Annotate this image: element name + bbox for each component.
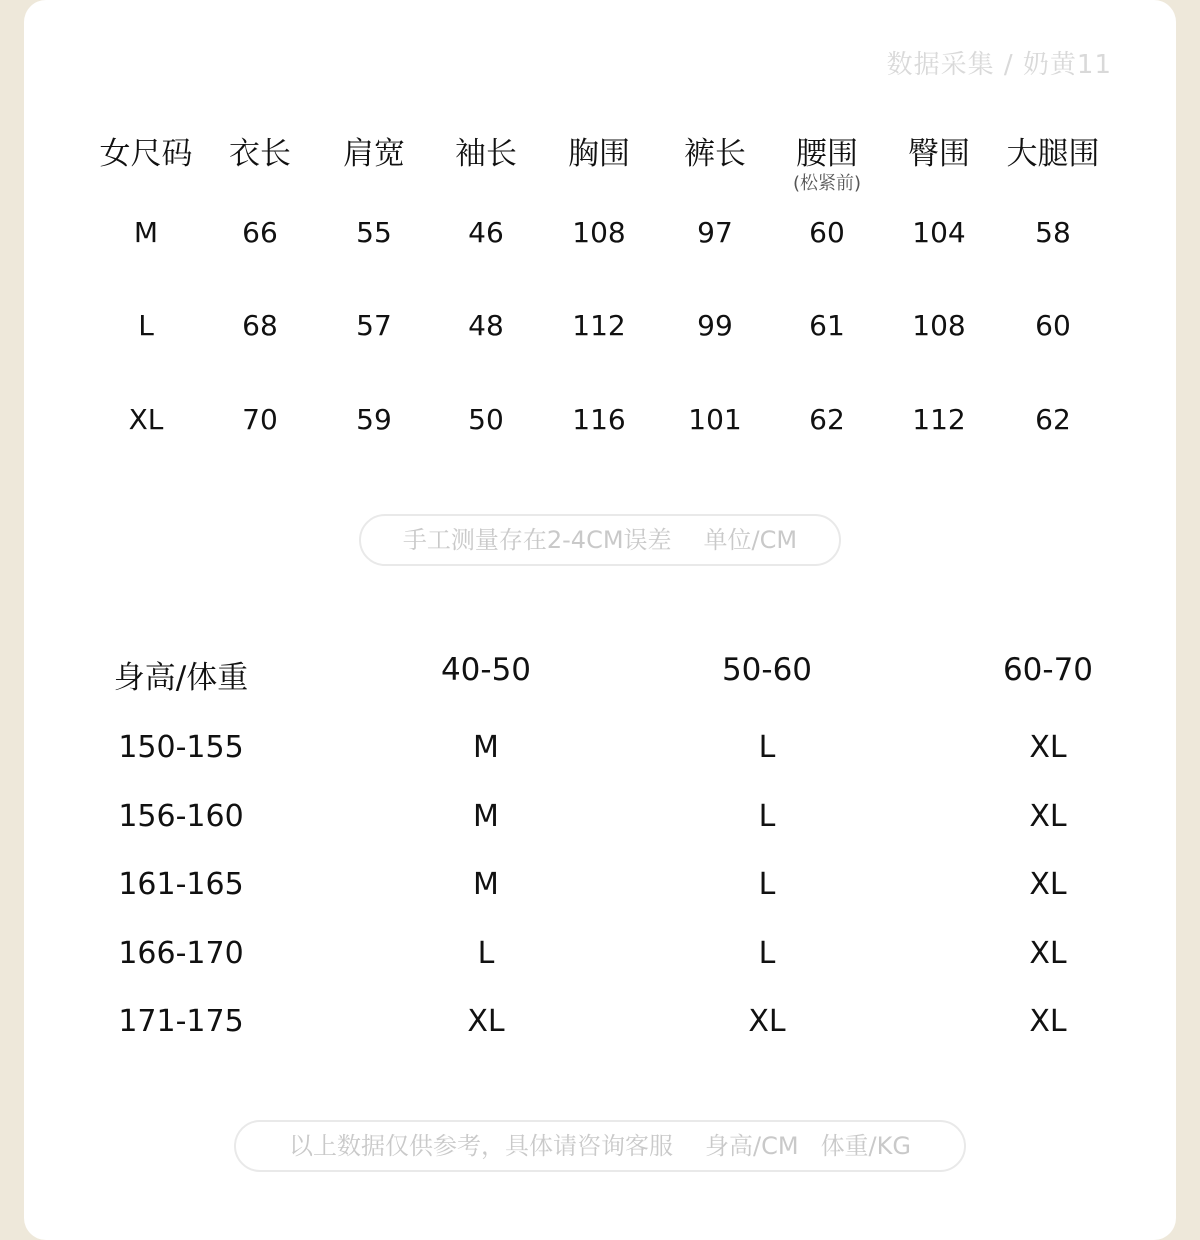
- size-cell: 55: [356, 216, 392, 249]
- rec-size-cell: XL: [1029, 867, 1067, 902]
- size-cell: 97: [697, 216, 733, 249]
- rec-height: 156-160: [118, 799, 244, 834]
- size-cell: 58: [1035, 216, 1071, 249]
- header-hip: 臀围: [908, 136, 970, 172]
- rec-size-cell: L: [758, 730, 776, 765]
- rec-size-cell: XL: [748, 1004, 786, 1039]
- header-shoulder: 肩宽: [343, 136, 405, 172]
- rec-header-40-50: 40-50: [440, 652, 532, 688]
- rec-size-cell: XL: [1029, 936, 1067, 971]
- size-cell: 62: [1035, 403, 1071, 436]
- size-cell: 46: [468, 216, 504, 249]
- rec-size-cell: M: [473, 730, 499, 765]
- size-cell: 70: [242, 403, 278, 436]
- reference-note: [234, 1120, 966, 1172]
- rec-size-cell: XL: [1029, 730, 1067, 765]
- rec-size-cell: XL: [1029, 799, 1067, 834]
- rec-size-cell: XL: [1029, 1004, 1067, 1039]
- size-cell: XL: [128, 403, 164, 436]
- measurement-note: [359, 514, 841, 566]
- size-cell: 48: [468, 309, 504, 342]
- size-cell: M: [133, 216, 159, 249]
- size-cell: L: [138, 309, 154, 342]
- size-cell: 60: [809, 216, 845, 249]
- measurement-unit-text: 单位/CM: [703, 526, 798, 554]
- size-cell: 62: [809, 403, 845, 436]
- header-length: 衣长: [229, 136, 291, 172]
- size-chart: [24, 0, 1176, 460]
- size-cell: 50: [468, 403, 504, 436]
- size-cell: 112: [572, 309, 626, 342]
- header-sleeve: 袖长: [455, 136, 517, 172]
- size-cell: 101: [688, 403, 742, 436]
- rec-height: 171-175: [118, 1004, 244, 1039]
- rec-header-60-70: 60-70: [1002, 652, 1094, 688]
- size-cell: 61: [809, 309, 845, 342]
- measurement-error-text: 手工测量存在2-4CM误差: [402, 526, 672, 554]
- size-cell: 60: [1035, 309, 1071, 342]
- reference-text: 以上数据仅供参考，具体请咨询客服: [289, 1132, 673, 1160]
- height-unit-text: 身高/CM: [705, 1132, 799, 1160]
- weight-unit-text: 体重/KG: [820, 1132, 911, 1160]
- header-chest: 胸围: [568, 136, 630, 172]
- size-cell: 59: [356, 403, 392, 436]
- size-cell: 57: [356, 309, 392, 342]
- rec-height: 166-170: [118, 936, 244, 971]
- rec-height: 161-165: [118, 867, 244, 902]
- header-waist: 腰围: [796, 136, 858, 172]
- size-cell: 99: [697, 309, 733, 342]
- source-label: 数据采集 / 奶黄11: [886, 50, 1112, 80]
- size-cell: 66: [242, 216, 278, 249]
- rec-header-50-60: 50-60: [721, 652, 813, 688]
- rec-size-cell: L: [758, 936, 776, 971]
- rec-height: 150-155: [118, 730, 244, 765]
- header-size: 女尺码: [99, 136, 193, 172]
- size-cell: 116: [572, 403, 626, 436]
- rec-size-cell: M: [473, 799, 499, 834]
- rec-size-cell: L: [477, 936, 495, 971]
- rec-size-cell: L: [758, 799, 776, 834]
- size-cell: 108: [572, 216, 626, 249]
- size-cell: 68: [242, 309, 278, 342]
- rec-header-height-weight: 身高/体重: [113, 660, 249, 696]
- header-thigh: 大腿围: [1006, 136, 1100, 172]
- rec-size-cell: L: [758, 867, 776, 902]
- rec-size-cell: M: [473, 867, 499, 902]
- size-info-card: [24, 0, 1176, 1240]
- header-pants-length: 裤长: [684, 136, 746, 172]
- waist-note: (松紧前): [792, 173, 862, 194]
- rec-size-cell: XL: [467, 1004, 505, 1039]
- size-cell: 108: [912, 309, 966, 342]
- size-cell: 104: [912, 216, 966, 249]
- size-cell: 112: [912, 403, 966, 436]
